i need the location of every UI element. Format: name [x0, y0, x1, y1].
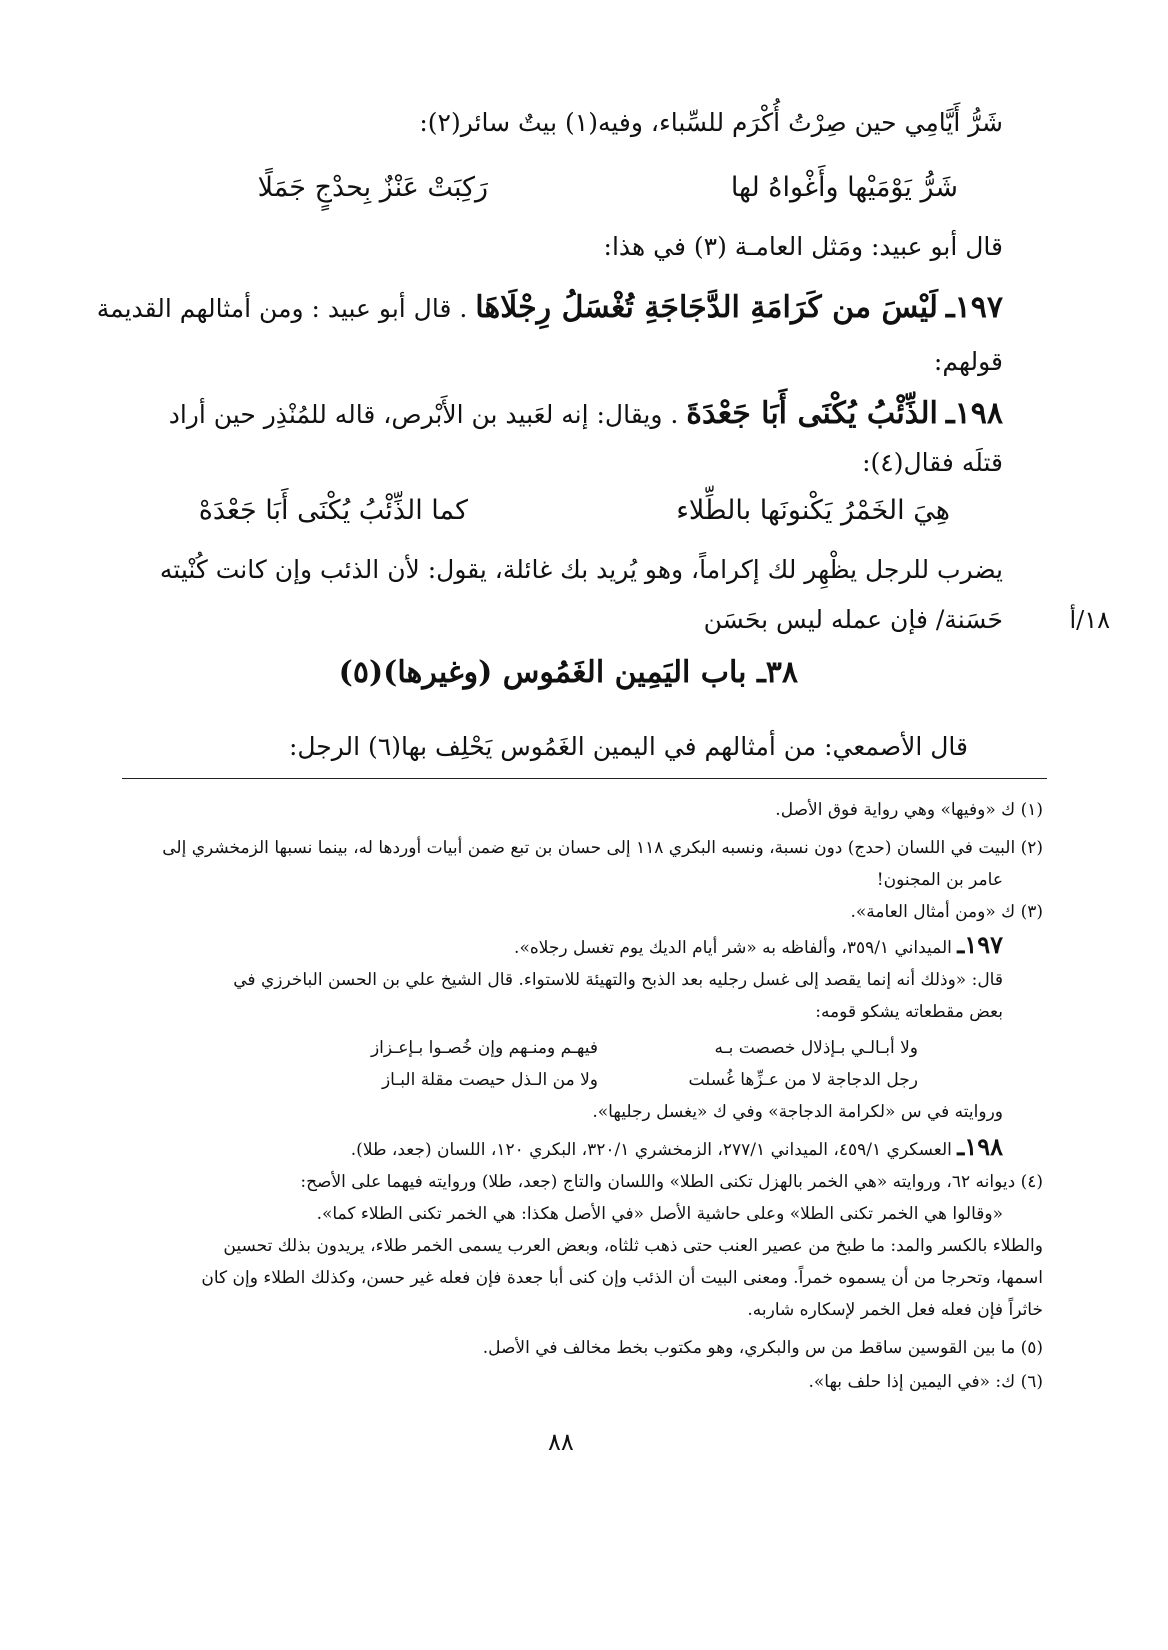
footnote-198-text: العسكري ٤٥٩/١، الميداني ٢٧٧/١، الزمخشري ٣٢٠/١، البكري ١٢٠، اللسان (جعد، طلا). [350, 1140, 952, 1160]
footnote-2b: عامر بن المجنون! [876, 870, 1003, 890]
proverb-198-rest: . ويقال: إنه لعَبيد بن الأَبْرص، قاله للمُنْذِر حين أراد [168, 400, 679, 429]
footnote-197c: بعض مقطعاته يشكو قومه: [815, 1002, 1003, 1022]
footnote-2a: (٢) البيت في اللسان (حدج) دون نسبة، ونسبه البكري ١١٨ إلى حسان بن تبع ضمن أبيات أوردها له، بينما نسبها الزمخشري إلى [162, 838, 1043, 858]
text-line-4: قتلَه فقال(٤): [862, 448, 1003, 477]
proverb-197-line [96, 290, 1003, 325]
text-line-2: قال أبو عبيد: ومَثل العامـة (٣) في هذا: [603, 232, 1003, 261]
footnote-197 [110, 930, 1003, 959]
margin-folio-note: ١٨/أ [1069, 606, 1110, 634]
text-line-7: قال الأصمعي: من أمثالهم في اليمين الغَمُوس يَحْلِف بها(٦) الرجل: [288, 732, 968, 761]
footnote-4a: (٤) ديوانه ٦٢، وروايته «هي الخمر بالهزل تكنى الطلا» واللسان والتاج (جعد، طلا) وروايته فيهما على الأصح: [300, 1172, 1043, 1192]
footnote-4e: خاثراً فإن فعله فعل الخمر لإسكاره شاربه. [747, 1300, 1043, 1320]
footnote-4b: «وقالوا هي الخمر تكنى الطلا» وعلى حاشية الأصل «في الأصل هكذا: هي الخمر تكنى الطلاء كما». [316, 1204, 1003, 1224]
proverb-197-text: لَيْسَ من كَرَامَةِ الدَّجَاجَةِ تُغْسَلُ رِجْلَاهَا [475, 290, 938, 325]
footnote-6: (٦) ك: «في اليمين إذا حلف بها». [808, 1372, 1043, 1392]
footnote-divider [122, 778, 1047, 779]
text-line-5: يضرب للرجل يظْهِر لك إكراماً، وهو يُريد بك غائلة، يقول: لأن الذئب وإن كانت كُنْيته [159, 555, 1003, 584]
chapter-heading: ٣٨ـ باب اليَمِين الغَمُوس (وغيرها)(٥) [338, 655, 798, 690]
footnote-5: (٥) ما بين القوسين ساقط من س والبكري، وهو مكتوب بخط مخالف في الأصل. [482, 1338, 1043, 1358]
footnote-197b: قال: «وذلك أنه إنما يقصد إلى غسل رجليه بعد الذبح والتهيئة للاستواء. قال الشيخ علي بن الحسن الباخرزي في [233, 970, 1003, 990]
footnote-3: (٣) ك «ومن أمثال العامة». [850, 902, 1043, 922]
proverb-197-rest: . قال أبو عبيد : ومن أمثالهم القديمة [96, 294, 468, 323]
poem2-right-hemistich: هِيَ الخَمْرُ يَكْنونَها بالطِّلاء [676, 495, 950, 526]
verse2-left: ولا من الـذل حيصت مقلة البـاز [381, 1070, 598, 1090]
text-line-6: حَسَنة/ فإن عمله ليس بحَسَن [703, 605, 1003, 634]
footnote-198-number: ١٩٨ـ [957, 1132, 1003, 1161]
footnote-197d: وروايته في س «لكرامة الدجاجة» وفي ك «يغسل رجليها». [592, 1102, 1003, 1122]
page-number: ٨٨ [548, 1428, 574, 1456]
proverb-198-text: الذِّئْبُ يُكْنَى أَبَا جَعْدَةَ [686, 396, 938, 431]
poem1-right-hemistich: شَرُّ يَوْمَيْها وأَغْواهُ لها [730, 172, 958, 203]
footnote-1: (١) ك «وفيها» وهي رواية فوق الأصل. [775, 800, 1043, 820]
footnote-197-text: الميداني ٣٥٩/١، وألفاظه به «شر أيام الديك يوم تغسل رجلاه». [514, 938, 952, 958]
proverb-198-line [110, 396, 1003, 431]
poem1-left-hemistich: رَكِبَتْ عَنْزٌ بِحدْجٍ جَمَلًا [257, 172, 488, 203]
verse1-left: فيهـم ومنـهم وإن خُصـوا بـإعـزاز [370, 1038, 598, 1058]
proverb-197-number: ١٩٧ـ [945, 290, 1003, 325]
footnote-4d: اسمها، وتحرجا من أن يسموه خمراً. ومعنى البيت أن الذئب وإن كنى أبا جعدة فإن فعله غير حسن، وكذلك الطلاء وإن كان [201, 1268, 1043, 1288]
verse1-right: ولا أبـالـي بـإذلال خصصت بـه [714, 1038, 918, 1058]
text-line-1: شَرُّ أَيَّامِي حين صِرْتُ أُكْرَم للسِّباء، وفيه(١) بيتٌ سائر(٢): [419, 108, 1003, 137]
proverb-198-number: ١٩٨ـ [945, 396, 1003, 431]
footnote-198 [110, 1132, 1003, 1161]
verse2-right: رجل الدجاجة لا من عـزِّها غُسلت [688, 1070, 918, 1090]
poem2-left-hemistich: كما الذِّئْبُ يُكْنَى أَبَا جَعْدَهْ [198, 495, 468, 526]
footnote-197-number: ١٩٧ـ [957, 930, 1003, 959]
text-line-3: قولهم: [933, 347, 1003, 376]
footnote-4c: والطلاء بالكسر والمد: ما طبخ من عصير العنب حتى ذهب ثلثاه، وبعض العرب يسمى الخمر طلاء، يريدون بذلك تحسين [223, 1236, 1043, 1256]
